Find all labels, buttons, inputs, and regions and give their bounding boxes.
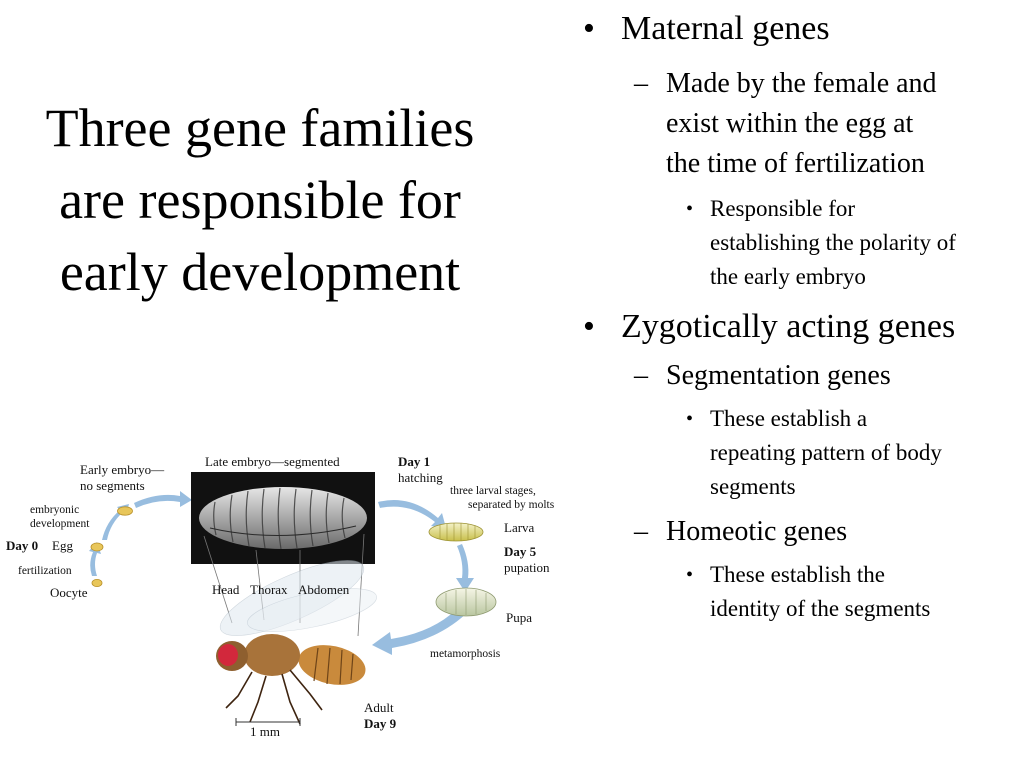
slide-title <box>0 92 520 308</box>
bullet-maternal-genes <box>580 8 1020 50</box>
dash-marker: – <box>634 68 648 99</box>
adult-fly-drawing <box>212 546 380 724</box>
bullet-text: These establish the <box>710 562 886 587</box>
bullet-marker: • <box>686 408 694 430</box>
title-line: early development <box>59 242 461 302</box>
label-early-embryo: Early embryo— no segments <box>80 462 165 493</box>
detail-bullet-segment-identity <box>580 558 1020 626</box>
sub-bullet-homeotic <box>580 512 1020 552</box>
label-hatching: hatching <box>398 470 443 485</box>
bullet-marker: • <box>583 308 595 345</box>
label-day-1: Day 1 <box>398 454 431 469</box>
egg-shape <box>91 543 103 551</box>
bullet-text: establishing the polarity of <box>710 230 956 255</box>
label-head: Head <box>212 582 240 597</box>
bullet-text: the early embryo <box>710 264 866 289</box>
label-fertilization: fertilization <box>18 565 72 577</box>
early-embryo-shape <box>118 507 133 515</box>
bullet-text: Made by the female and <box>666 68 937 99</box>
detail-bullet-repeating-pattern <box>580 402 1020 504</box>
label-day-9: Day 9 <box>364 716 397 731</box>
label-larva: Larva <box>504 520 535 535</box>
bullet-text: These establish a <box>710 406 868 431</box>
sub-bullet-segmentation <box>580 356 1020 396</box>
label-scale-1mm: 1 mm <box>250 724 280 739</box>
bullet-text: Zygotically acting genes <box>621 308 956 345</box>
label-oocyte: Oocyte <box>50 585 88 600</box>
bullet-marker: • <box>686 198 694 220</box>
label-adult: Adult <box>364 700 394 715</box>
label-day-0: Day 0 <box>6 538 39 553</box>
label-late-embryo: Late embryo—segmented <box>205 454 340 469</box>
label-abdomen: Abdomen <box>298 582 350 597</box>
detail-bullet-polarity <box>580 192 1020 294</box>
bullet-text: segments <box>710 474 796 499</box>
label-metamorphosis: metamorphosis <box>430 648 501 660</box>
pupa-shape <box>436 588 496 616</box>
late-embryo-sem-panel <box>191 472 375 564</box>
bullet-marker: • <box>583 10 595 47</box>
sub-bullet-made-by-female <box>580 64 1020 184</box>
bullet-marker: • <box>686 564 694 586</box>
label-embryonic-development: embryonic development <box>30 504 90 530</box>
label-thorax: Thorax <box>250 582 288 597</box>
bullet-text: the time of fertilization <box>666 148 925 179</box>
label-egg: Egg <box>52 538 73 553</box>
bullet-text: Homeotic genes <box>666 516 848 547</box>
dash-marker: – <box>634 360 648 391</box>
bullet-text: exist within the egg at <box>666 108 914 139</box>
bullet-list <box>580 8 1020 626</box>
drosophila-life-cycle-figure <box>0 440 580 768</box>
label-pupa: Pupa <box>506 610 532 625</box>
bullet-text: repeating pattern of body <box>710 440 942 465</box>
bullet-zygotic-genes <box>580 306 1020 348</box>
title-line: are responsible for <box>59 170 461 230</box>
larva-shape <box>429 523 483 541</box>
bullet-text: identity of the segments <box>710 596 931 621</box>
label-larval-stages: three larval stages, separated by molts <box>450 485 555 511</box>
label-pupation: pupation <box>504 560 550 575</box>
bullet-text: Segmentation genes <box>666 360 891 391</box>
bullet-text: Responsible for <box>710 196 856 221</box>
oocyte-shape <box>92 579 102 586</box>
arrow-hatching <box>378 500 446 528</box>
arrow-pupation <box>456 544 474 592</box>
dash-marker: – <box>634 516 648 547</box>
label-day-5: Day 5 <box>504 544 537 559</box>
bullet-text: Maternal genes <box>621 10 830 47</box>
title-line: Three gene families <box>45 98 475 158</box>
